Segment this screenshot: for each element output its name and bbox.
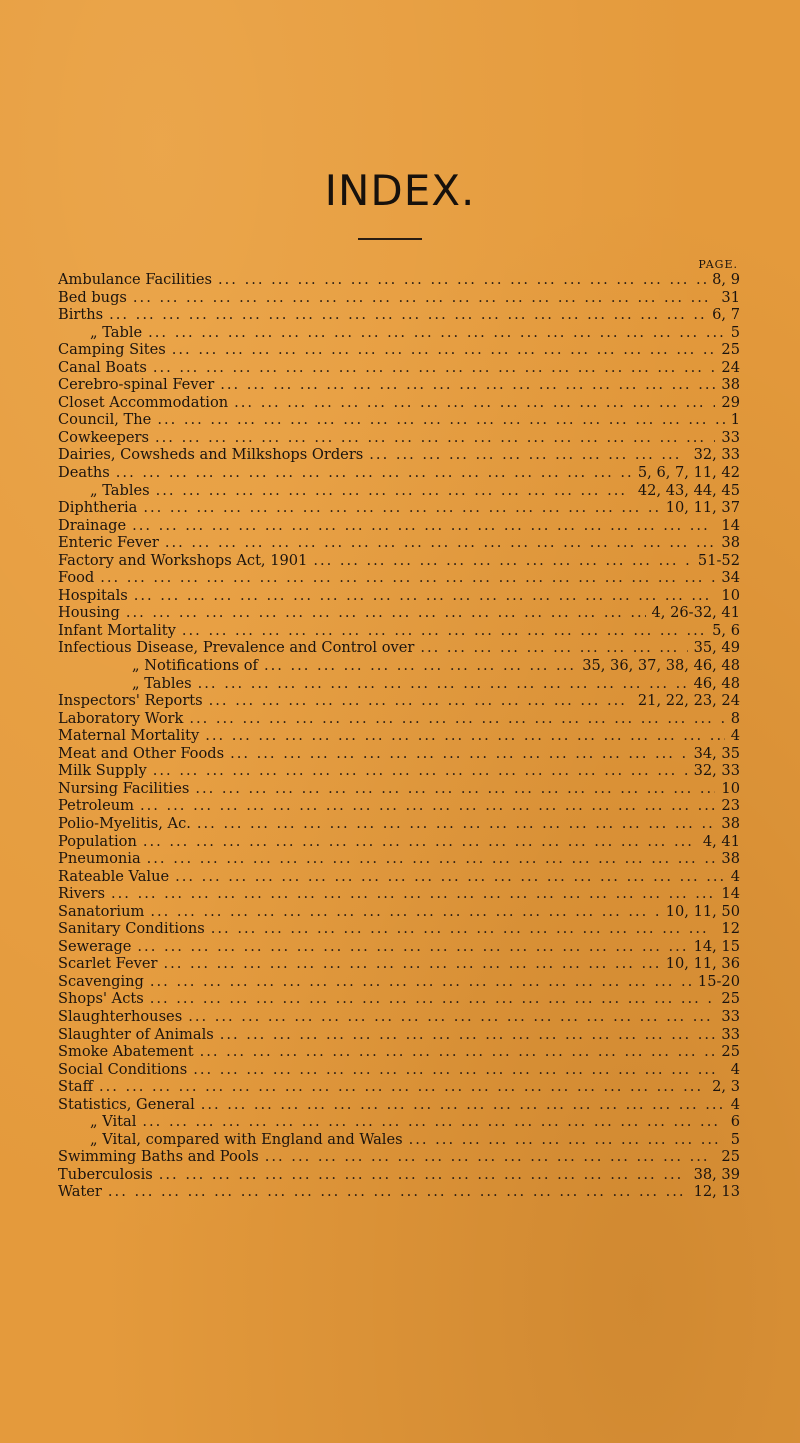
leader-dots (198, 675, 688, 693)
entry-pages: 14 (721, 516, 740, 534)
index-entry (58, 780, 740, 798)
entry-pages: 23 (721, 797, 740, 815)
index-entry (58, 534, 740, 552)
index-entry (58, 394, 740, 412)
leader-dots (116, 464, 632, 482)
entry-label: Cowkeepers (58, 428, 150, 446)
leader-dots (193, 1061, 725, 1079)
index-entry (58, 569, 740, 587)
leader-dots (165, 534, 716, 552)
leader-dots (133, 289, 716, 307)
index-entry (58, 1043, 740, 1061)
entry-pages: 38 (721, 534, 740, 552)
entry-label: „ Table (90, 323, 143, 341)
index-entry (58, 920, 740, 938)
entry-label: Staff (58, 1078, 93, 1096)
leader-dots (182, 622, 706, 640)
entry-pages: 32, 33 (693, 762, 740, 780)
entry-label: Swimming Baths and Pools (58, 1148, 259, 1166)
entry-label: Cerebro-spinal Fever (58, 376, 215, 394)
leader-dots (195, 780, 715, 798)
entry-label: Water (58, 1183, 102, 1201)
index-entry (58, 622, 740, 640)
index-entry (58, 1166, 740, 1184)
entry-label: Pneumonia (58, 850, 141, 868)
entry-label: Social Conditions (58, 1060, 188, 1078)
index-entry (58, 464, 740, 482)
entry-pages: 51-52 (697, 551, 740, 569)
index-entry (58, 446, 740, 464)
entry-label: Enteric Fever (58, 534, 159, 552)
entry-pages: 5 (730, 1130, 740, 1148)
entry-label: Slaughter of Animals (58, 1025, 214, 1043)
entry-label: „ Vital, compared with England and Wales (90, 1130, 403, 1148)
entry-pages: 29 (721, 393, 740, 411)
index-entry (58, 675, 740, 693)
index-entry (58, 903, 740, 921)
entry-pages: 14 (721, 885, 740, 903)
entry-label: „ Notifications of (132, 657, 258, 675)
leader-dots (220, 1026, 716, 1044)
entry-pages: 6, 7 (712, 306, 740, 324)
leader-dots (156, 482, 632, 500)
entry-label: Closet Accommodation (58, 393, 229, 411)
index-entry (58, 938, 740, 956)
entry-label: „ Tables (132, 674, 192, 692)
entry-pages: 4 (730, 1095, 740, 1113)
leader-dots (153, 762, 688, 780)
entry-label: Council, The (58, 411, 152, 429)
entry-label: Diphtheria (58, 499, 138, 517)
entry-pages: 33 (721, 1025, 740, 1043)
entry-pages: 5, 6, 7, 11, 42 (637, 464, 740, 482)
entry-pages: 33 (721, 428, 740, 446)
leader-dots (143, 833, 697, 851)
leader-dots (230, 745, 688, 763)
entry-pages: 1 (730, 411, 740, 429)
entry-label: Drainage (58, 516, 127, 534)
entry-pages: 6 (730, 1113, 740, 1131)
entry-pages: 14, 15 (693, 937, 740, 955)
leader-dots (218, 271, 706, 289)
entry-pages: 5 (730, 323, 740, 341)
index-entry (58, 657, 740, 675)
entry-pages: 5, 6 (712, 621, 740, 639)
leader-dots (220, 376, 715, 394)
entry-label: Rivers (58, 885, 106, 903)
leader-dots (197, 815, 716, 833)
leader-dots (150, 990, 716, 1008)
index-entry (58, 868, 740, 886)
index-entry (58, 1148, 740, 1166)
entry-label: Shops' Acts (58, 990, 144, 1008)
leader-dots (155, 429, 715, 447)
title-rule (358, 238, 422, 240)
entry-label: Hospitals (58, 586, 128, 604)
leader-dots (234, 394, 715, 412)
entry-pages: 21, 22, 23, 24 (637, 692, 740, 710)
entry-label: Scavenging (58, 972, 144, 990)
entry-label: Camping Sites (58, 341, 166, 359)
entry-pages: 4 (730, 727, 740, 745)
entry-label: Tuberculosis (58, 1165, 153, 1183)
index-entry (58, 306, 740, 324)
index-entry (58, 411, 740, 429)
entry-pages: 4 (730, 867, 740, 885)
leader-dots (142, 1113, 724, 1131)
index-entry (58, 797, 740, 815)
entry-label: Deaths (58, 464, 110, 482)
index-entry (58, 885, 740, 903)
entry-label: Canal Boats (58, 358, 147, 376)
leader-dots (159, 1166, 688, 1184)
leader-dots (126, 604, 646, 622)
index-entry (58, 973, 740, 991)
index-entries (58, 271, 740, 1201)
entry-label: Slaughterhouses (58, 1007, 183, 1025)
entry-pages: 34 (721, 569, 740, 587)
index-entry (58, 604, 740, 622)
entry-pages: 4, 41 (702, 832, 740, 850)
entry-label: Maternal Mortality (58, 727, 200, 745)
entry-pages: 38 (721, 850, 740, 868)
leader-dots (420, 639, 687, 657)
entry-pages: 32, 33 (693, 446, 740, 464)
index-entry (58, 639, 740, 657)
entry-pages: 33 (721, 1007, 740, 1025)
index-entry (58, 587, 740, 605)
entry-pages: 25 (721, 1148, 740, 1166)
leader-dots (313, 552, 692, 570)
entry-pages: 2, 3 (712, 1078, 740, 1096)
entry-label: Inspectors' Reports (58, 692, 203, 710)
index-entry (58, 359, 740, 377)
index-entry (58, 376, 740, 394)
index-entry (58, 482, 740, 500)
entry-label: Statistics, General (58, 1095, 195, 1113)
entry-label: Sanatorium (58, 902, 145, 920)
entry-label: Factory and Workshops Act, 1901 (58, 551, 308, 569)
entry-label: Sanitary Conditions (58, 920, 205, 938)
leader-dots (172, 341, 716, 359)
index-entry (58, 710, 740, 728)
leader-dots (108, 1183, 688, 1201)
entry-pages: 38 (721, 814, 740, 832)
leader-dots (265, 1148, 716, 1166)
index-entry (58, 517, 740, 535)
entry-label: „ Vital (90, 1113, 137, 1131)
entry-label: Nursing Facilities (58, 779, 190, 797)
leader-dots (147, 850, 716, 868)
entry-pages: 8, 9 (712, 271, 740, 288)
index-entry (58, 289, 740, 307)
entry-label: Smoke Abatement (58, 1043, 194, 1061)
entry-pages: 4, 26-32, 41 (651, 604, 740, 622)
entry-label: Bed bugs (58, 288, 127, 306)
index-entry (58, 1113, 740, 1131)
entry-label: Births (58, 306, 104, 324)
index-entry (58, 271, 740, 289)
leader-dots (205, 727, 724, 745)
page-title: INDEX. (324, 166, 476, 215)
entry-pages: 10, 11, 37 (665, 499, 740, 517)
index-entry (58, 833, 740, 851)
entry-pages: 12 (721, 920, 740, 938)
entry-pages: 24 (721, 358, 740, 376)
leader-dots (201, 1096, 725, 1114)
leader-dots (137, 938, 687, 956)
leader-dots (99, 1078, 706, 1096)
entry-pages: 38 (721, 376, 740, 394)
index-entry (58, 1061, 740, 1079)
entry-label: Housing (58, 604, 120, 622)
index-entry (58, 552, 740, 570)
leader-dots (143, 499, 659, 517)
leader-dots (409, 1131, 725, 1149)
leader-dots (189, 710, 724, 728)
leader-dots (188, 1008, 715, 1026)
index-entry (58, 692, 740, 710)
entry-pages: 34, 35 (693, 744, 740, 762)
index-entry (58, 745, 740, 763)
entry-label: Population (58, 832, 137, 850)
entry-label: Milk Supply (58, 762, 147, 780)
entry-label: Rateable Value (58, 867, 170, 885)
index-entry (58, 1183, 740, 1201)
entry-pages: 25 (721, 990, 740, 1008)
index-entry (58, 850, 740, 868)
leader-dots (153, 359, 716, 377)
leader-dots (175, 868, 725, 886)
index-entry (58, 1078, 740, 1096)
entry-pages: 35, 36, 37, 38, 46, 48 (582, 657, 740, 675)
leader-dots (111, 885, 715, 903)
leader-dots (211, 920, 716, 938)
entry-label: Dairies, Cowsheds and Milkshops Orders (58, 446, 364, 464)
index-entry (58, 1131, 740, 1149)
entry-label: Ambulance Facilities (58, 271, 213, 288)
index-entry (58, 990, 740, 1008)
leader-dots (100, 569, 715, 587)
index-entry (58, 499, 740, 517)
leader-dots (148, 324, 725, 342)
entry-pages: 15-20 (697, 972, 740, 990)
entry-pages: 10, 11, 36 (665, 955, 740, 973)
entry-label: Petroleum (58, 797, 134, 815)
page-column-header: PAGE. (698, 258, 738, 271)
entry-pages: 8 (730, 709, 740, 727)
index-entry (58, 1008, 740, 1026)
index-entry (58, 1026, 740, 1044)
leader-dots (157, 411, 724, 429)
entry-label: Scarlet Fever (58, 955, 158, 973)
leader-dots (150, 903, 659, 921)
entry-label: Meat and Other Foods (58, 744, 225, 762)
index-entry (58, 1096, 740, 1114)
index-entry (58, 955, 740, 973)
entry-label: Sewerage (58, 937, 132, 955)
entry-pages: 12, 13 (693, 1183, 740, 1201)
leader-dots (369, 446, 687, 464)
leader-dots (163, 955, 659, 973)
entry-label: Laboratory Work (58, 709, 184, 727)
entry-label: Infant Mortality (58, 621, 176, 639)
leader-dots (140, 797, 715, 815)
entry-pages: 4 (730, 1060, 740, 1078)
entry-label: Polio-Myelitis, Ac. (58, 814, 191, 832)
leader-dots (134, 587, 716, 605)
index-entry (58, 727, 740, 745)
entry-pages: 25 (721, 1043, 740, 1061)
index-entry (58, 429, 740, 447)
leader-dots (264, 657, 576, 675)
leader-dots (200, 1043, 716, 1061)
entry-pages: 31 (721, 288, 740, 306)
leader-dots (209, 692, 632, 710)
entry-label: Infectious Disease, Prevalence and Control over (58, 639, 415, 657)
index-entry (58, 341, 740, 359)
leader-dots (109, 306, 706, 324)
index-entry (58, 815, 740, 833)
entry-pages: 35, 49 (693, 639, 740, 657)
entry-pages: 42, 43, 44, 45 (637, 481, 740, 499)
entry-label: Food (58, 569, 95, 587)
index-entry (58, 762, 740, 780)
leader-dots (150, 973, 692, 991)
entry-pages: 10, 11, 50 (665, 902, 740, 920)
entry-pages: 38, 39 (693, 1165, 740, 1183)
entry-label: „ Tables (90, 481, 150, 499)
entry-pages: 25 (721, 341, 740, 359)
leader-dots (132, 517, 715, 535)
entry-pages: 10 (721, 586, 740, 604)
entry-pages: 10 (721, 779, 740, 797)
index-entry (58, 324, 740, 342)
entry-pages: 46, 48 (693, 674, 740, 692)
